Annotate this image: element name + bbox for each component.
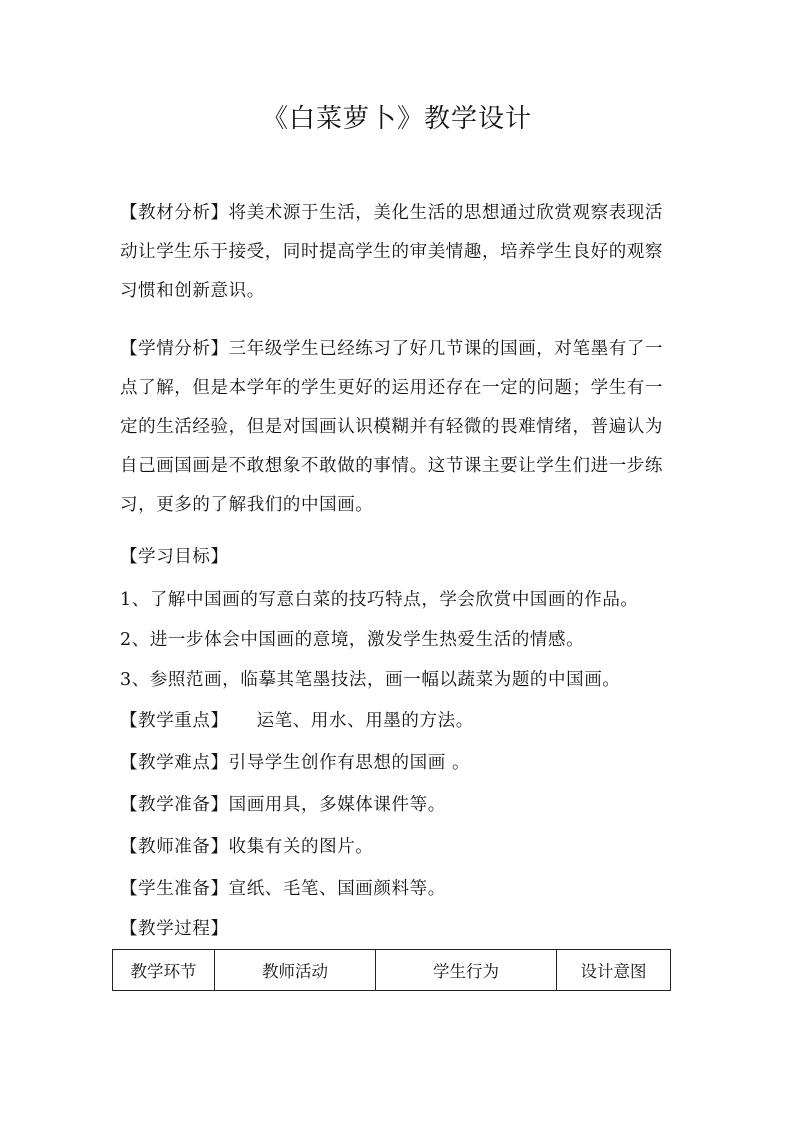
student-prep-label: 【学生准备】 xyxy=(120,879,229,899)
table-header-cell: 教师活动 xyxy=(215,950,376,991)
key-points-line xyxy=(120,706,474,736)
learner-analysis-paragraph xyxy=(120,330,680,525)
teaching-prep-line xyxy=(120,790,446,820)
material-analysis-text: 将美术源于生活，美化生活的思想通过欣赏观察表现活动让学生乐于接受，同时提高学生的审美情趣，培养学生良好的观察习惯和创新意识。 xyxy=(120,203,664,301)
difficulties-line xyxy=(120,748,470,778)
difficulties-label: 【教学难点】 xyxy=(120,753,229,773)
teaching-prep-label: 【教学准备】 xyxy=(120,795,229,815)
learner-analysis-label: 【学情分析】 xyxy=(120,339,229,359)
key-points-label: 【教学重点】 xyxy=(120,711,229,731)
table-header-row xyxy=(113,950,671,991)
learner-analysis-text: 三年级学生已经练习了好几节课的国画，对笔墨有了一点了解，但是本学年的学生更好的运用还存在一定的问题；学生有一定的生活经验，但是对国画认识模糊并有轻微的畏难情绪，普遍认为自己画国画是不敢想象不敢做的事情。这节课主要让学生们进一步练习，更多的了解我们的中国画。 xyxy=(120,339,664,515)
table-header-cell: 教学环节 xyxy=(113,950,215,991)
table-header-cell: 设计意图 xyxy=(557,950,671,991)
learning-goal-item: 2、进一步体会中国画的意境，激发学生热爱生活的情感。 xyxy=(120,630,585,650)
learning-goals-label: 【学习目标】 xyxy=(120,547,229,567)
material-analysis-label: 【教材分析】 xyxy=(120,203,229,223)
material-analysis-paragraph xyxy=(120,194,680,311)
difficulties-text: 引导学生创作有思想的国画 。 xyxy=(228,753,471,773)
learning-goals-list xyxy=(120,580,680,700)
document-title: 《白菜萝卜》教学设计 xyxy=(261,104,532,134)
teaching-prep-text: 国画用具，多媒体课件等。 xyxy=(228,795,446,815)
student-prep-text: 宣纸、毛笔、国画颜料等。 xyxy=(228,879,446,899)
teacher-prep-line xyxy=(120,832,373,862)
learning-goal-item: 3、参照范画，临摹其笔墨技法，画一幅以蔬菜为题的中国画。 xyxy=(120,670,621,690)
process-table xyxy=(112,949,671,991)
teacher-prep-label: 【教师准备】 xyxy=(120,837,229,857)
key-points-text: 运笔、用水、用墨的方法。 xyxy=(256,711,474,731)
learner-analysis-section xyxy=(120,330,680,525)
student-prep-line xyxy=(120,874,446,904)
table-header-cell: 学生行为 xyxy=(376,950,557,991)
process-label: 【教学过程】 xyxy=(120,919,229,939)
learning-goal-item: 1、了解中国画的写意白菜的技巧特点，学会欣赏中国画的作品。 xyxy=(120,590,639,610)
learning-goals-heading-block xyxy=(120,538,680,577)
material-analysis-section xyxy=(120,194,680,311)
teacher-prep-text: 收集有关的图片。 xyxy=(228,837,374,857)
